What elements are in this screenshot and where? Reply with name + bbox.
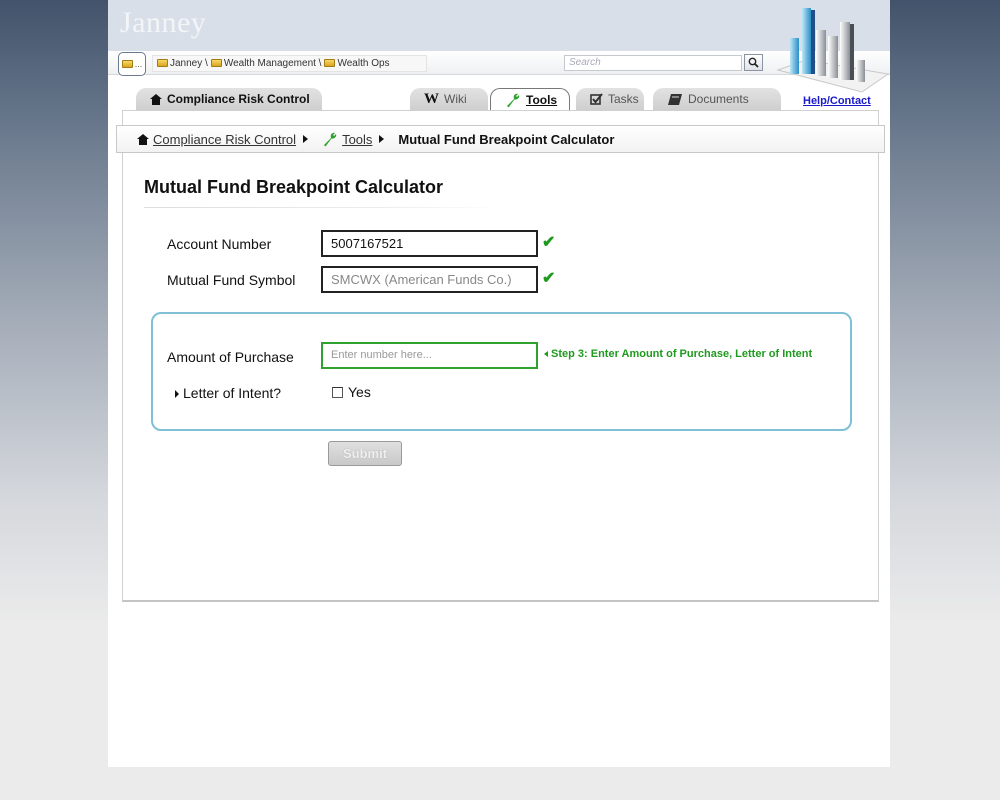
search-input[interactable]: Search xyxy=(564,55,742,71)
tab-bar xyxy=(108,88,890,110)
home-icon xyxy=(137,134,149,145)
page-container xyxy=(108,0,890,767)
wikipedia-w-icon: W xyxy=(424,90,439,107)
home-icon xyxy=(150,94,162,105)
account-number-label: Account Number xyxy=(167,236,272,252)
amount-of-purchase-label: Amount of Purchase xyxy=(167,349,294,365)
step-hint: Step 3: Enter Amount of Purchase, Letter of Intent xyxy=(544,348,812,360)
letter-of-intent-toggle[interactable]: Letter of Intent? xyxy=(175,385,281,401)
amount-of-purchase-input[interactable]: Enter number here... xyxy=(321,342,538,369)
tab-tasks[interactable]: Tasks xyxy=(576,88,644,110)
caret-right-icon xyxy=(175,390,179,398)
folder-icon xyxy=(324,59,335,67)
step-3-panel xyxy=(151,312,852,431)
title-divider xyxy=(144,207,504,208)
help-contact-link[interactable]: Help/Contact xyxy=(803,95,871,107)
search-button[interactable] xyxy=(744,54,763,71)
breadcrumb-tools[interactable]: Tools xyxy=(342,131,373,147)
account-number-field[interactable]: 5007167521 xyxy=(321,230,538,257)
header-banner xyxy=(108,0,890,51)
path-item-wealth-management[interactable]: Wealth Management \ xyxy=(211,58,322,69)
address-bar xyxy=(108,51,890,75)
submit-button[interactable]: Submit xyxy=(328,441,402,466)
tab-documents[interactable]: Documents xyxy=(653,88,781,110)
folder-icon xyxy=(157,59,168,67)
page-title: Mutual Fund Breakpoint Calculator xyxy=(144,177,444,197)
folder-navigate-button[interactable]: ... xyxy=(118,52,146,76)
letter-of-intent-yes-label[interactable]: Yes xyxy=(348,384,371,400)
tab-tools[interactable]: Tools xyxy=(490,88,570,110)
breadcrumb-current: Mutual Fund Breakpoint Calculator xyxy=(398,131,615,147)
checkbox-icon xyxy=(590,93,603,105)
fund-symbol-field[interactable]: SMCWX (American Funds Co.) xyxy=(321,266,538,293)
path-item-janney[interactable]: Janney \ xyxy=(157,58,208,69)
caret-right-icon xyxy=(303,135,308,143)
breadcrumb xyxy=(116,125,885,153)
bar-chart-logo-icon xyxy=(776,2,894,94)
caret-left-icon xyxy=(544,351,548,357)
folder-add-icon xyxy=(122,60,133,68)
janney-logo: Janney xyxy=(120,6,207,39)
letter-of-intent-checkbox[interactable] xyxy=(332,387,343,398)
tab-wiki[interactable]: W Wiki xyxy=(410,88,488,110)
caret-right-icon xyxy=(379,135,384,143)
wrench-icon xyxy=(322,131,338,147)
fund-symbol-label: Mutual Fund Symbol xyxy=(167,272,296,288)
tab-compliance-risk-control[interactable]: Compliance Risk Control xyxy=(136,88,322,110)
magnifier-icon xyxy=(748,57,759,68)
wrench-icon xyxy=(505,92,521,108)
book-icon xyxy=(667,93,683,106)
path-item-wealth-ops[interactable]: Wealth Ops xyxy=(324,58,389,69)
folder-icon xyxy=(211,59,222,67)
folder-path xyxy=(152,55,427,72)
checkmark-icon: ✔ xyxy=(542,270,556,287)
checkmark-icon: ✔ xyxy=(542,234,556,251)
breadcrumb-compliance-risk-control[interactable]: Compliance Risk Control xyxy=(153,131,297,147)
